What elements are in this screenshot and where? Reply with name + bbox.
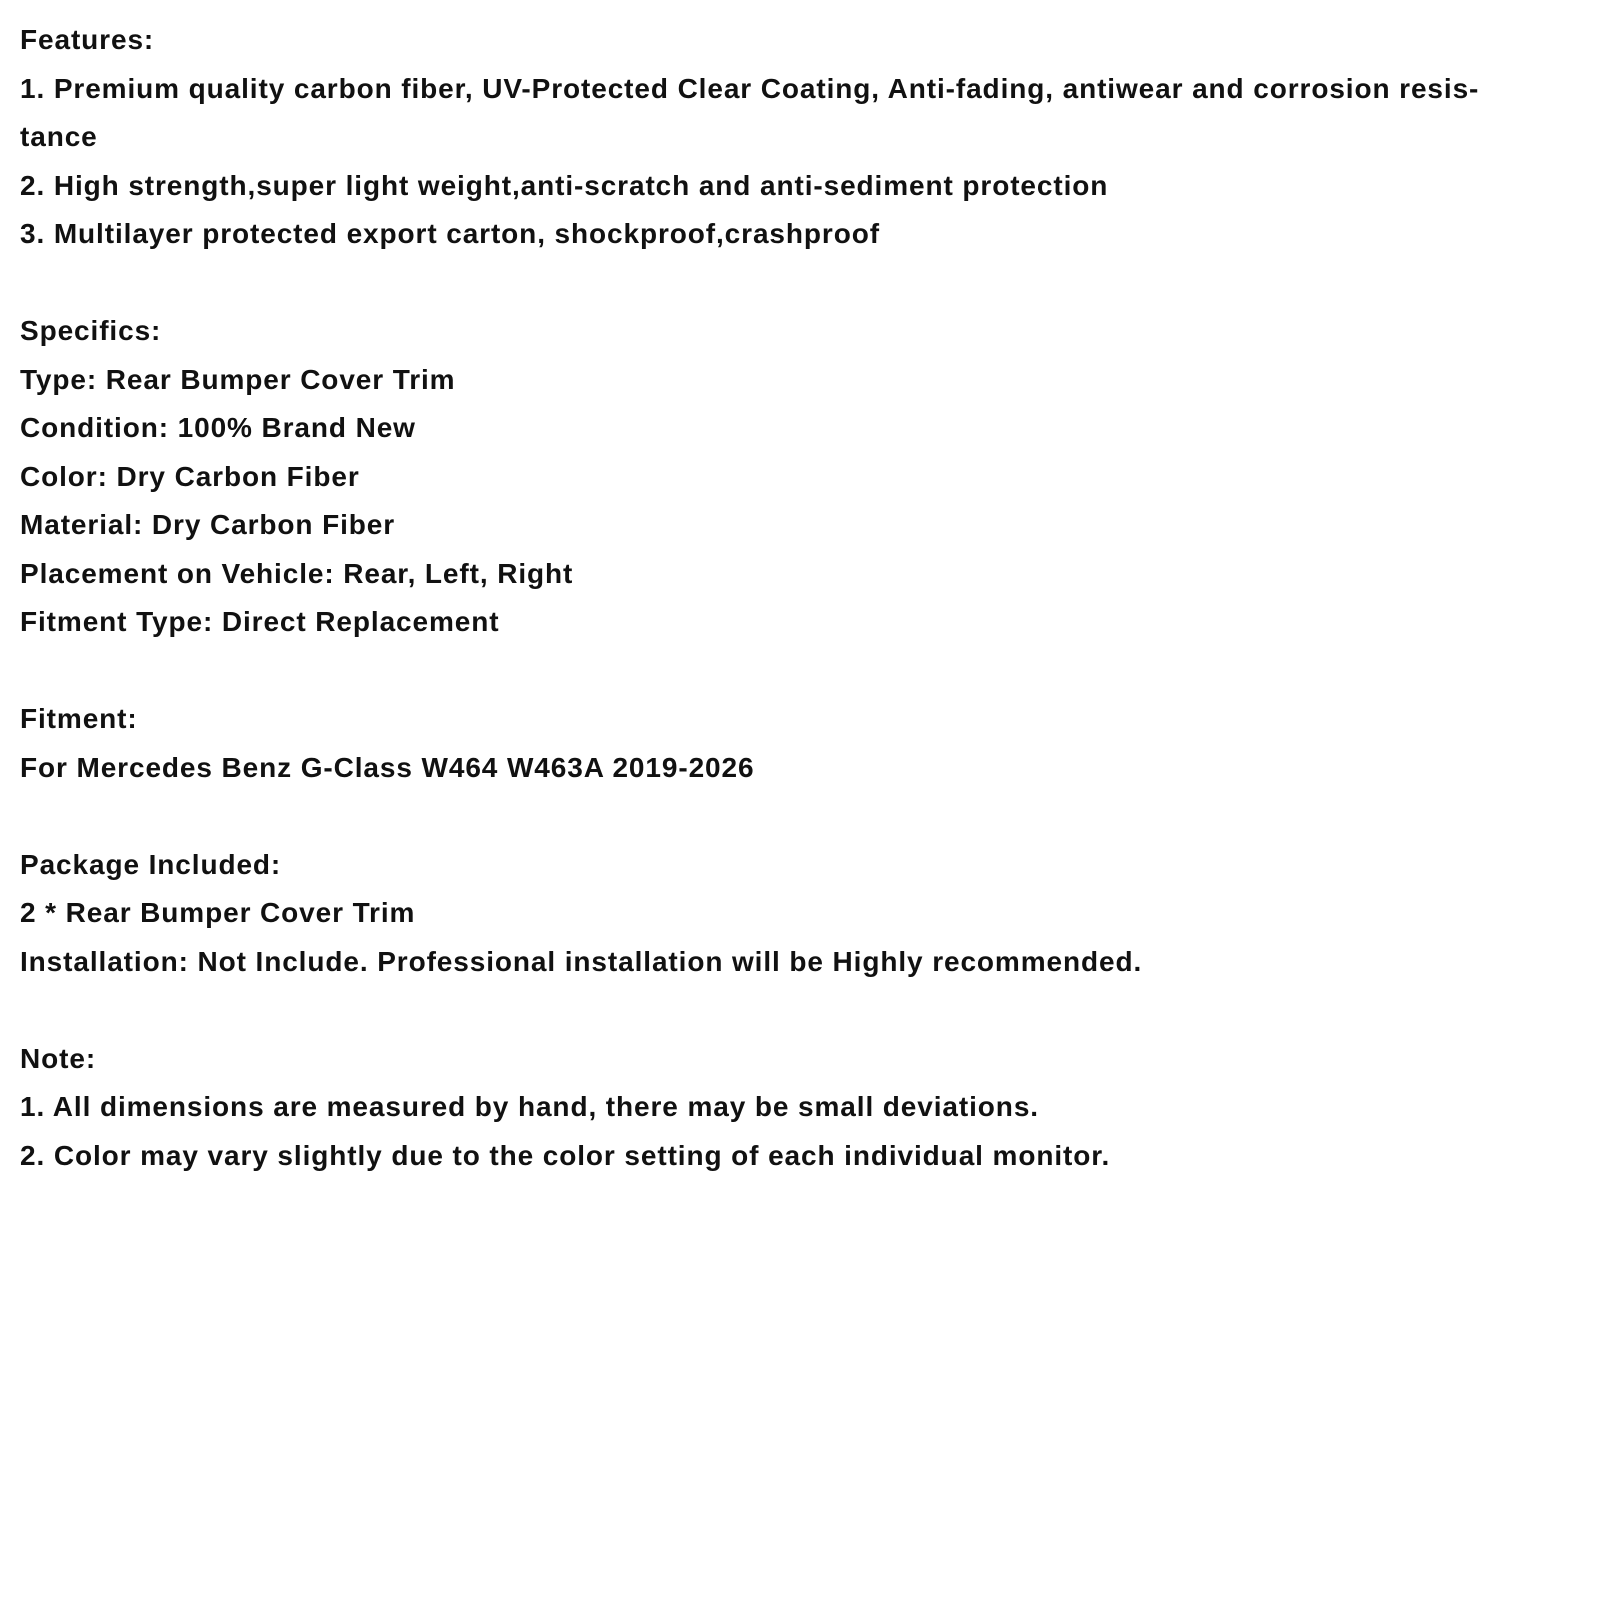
spec-condition: Condition: 100% Brand New [20, 412, 416, 443]
features-heading: Features: [20, 24, 155, 55]
package-installation: Installation: Not Include. Professional installation will be Highly recommended. [20, 945, 1143, 977]
spec-type: Type: Rear Bumper Cover Trim [20, 363, 456, 395]
spec-material: Material: Dry Carbon Fiber [20, 509, 396, 540]
section-spacer [20, 986, 1580, 1035]
package-item: 2 * Rear Bumper Cover Trim [20, 897, 416, 928]
section-spacer [20, 259, 1580, 308]
fitment-vehicle: For Mercedes Benz G-Class W464 W463A 2019-2026 [20, 751, 755, 783]
feature-item: 1. Premium quality carbon fiber, UV-Protected Clear Coating, Anti-fading, antiwear and corrosion resis- [20, 72, 1480, 104]
spec-color: Color: Dry Carbon Fiber [20, 460, 360, 492]
section-spacer [20, 647, 1580, 696]
section-spacer [20, 792, 1580, 841]
spec-placement: Placement on Vehicle: Rear, Left, Right [20, 557, 574, 589]
feature-item-continuation: tance [20, 121, 98, 152]
note-item: 2. Color may vary slightly due to the color setting of each individual monitor. [20, 1139, 1111, 1171]
package-heading: Package Included: [20, 848, 282, 880]
product-description [20, 16, 1580, 1180]
note-heading: Note: [20, 1042, 97, 1074]
spec-fitment-type: Fitment Type: Direct Replacement [20, 606, 500, 637]
feature-item: 2. High strength,super light weight,anti-scratch and anti-sediment protection [20, 169, 1109, 201]
feature-item: 3. Multilayer protected export carton, shockproof,crashproof [20, 218, 880, 249]
note-item: 1. All dimensions are measured by hand, there may be small deviations. [20, 1091, 1039, 1122]
fitment-heading: Fitment: [20, 703, 138, 734]
specifics-heading: Specifics: [20, 315, 162, 346]
